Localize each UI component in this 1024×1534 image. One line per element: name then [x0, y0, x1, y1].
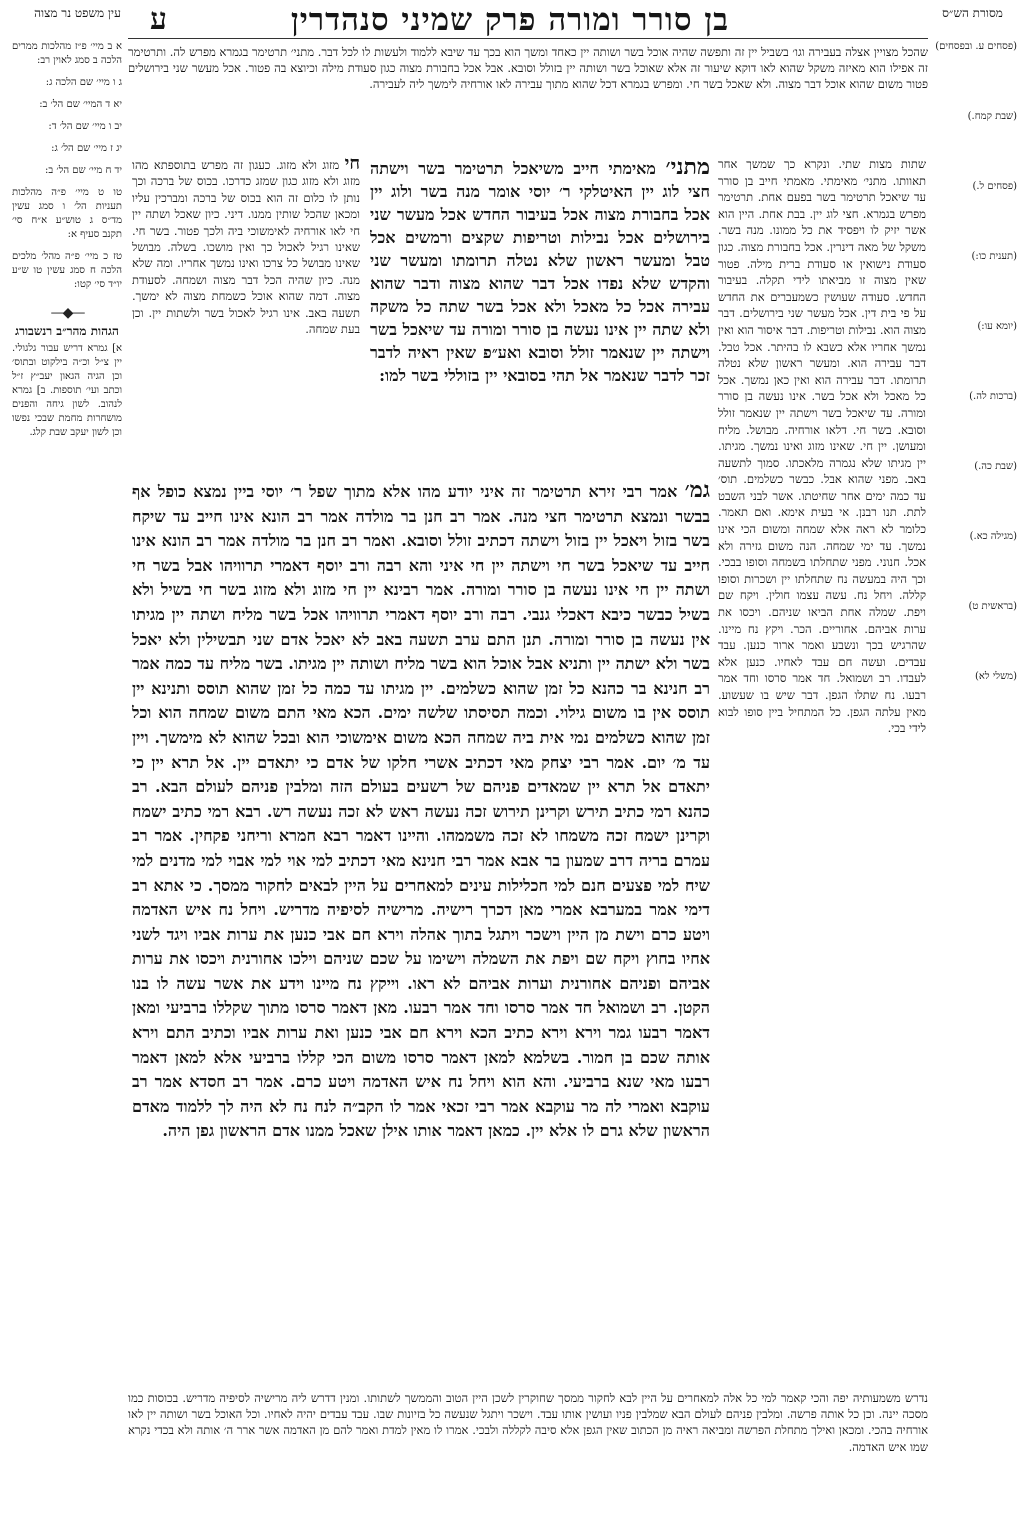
hagahot-text: א] גמרא דריש עבור גלגולי. יין צ״ל וכ״ה בילקוט ובתוס׳ וכן הגיה הגאון יעב״ץ ז״ל וכתב ועי׳ תוספות. ב] גמרא לנהוב. לשון גיחה והפנים מושחרות מחמת שבכי נפשו וכן לשון יעקב שבת קלג.	[12, 343, 122, 438]
mesorat-hashas-label: מסורת הש״ס	[942, 6, 1003, 20]
mesorah-note: (יומא עו:)	[977, 321, 1017, 332]
top-commentary-block	[128, 44, 928, 154]
mesorah-note: (ברכות לה.)	[969, 391, 1017, 402]
mishnah-text: מאימתי חייב משיאכל תרטימר בשר וישתה חצי לוג יין האיטלקי ר׳ יוסי אומר מנה בשר ולוג יין אכל בחבורת מצוה אכל בעיבור החדש אכל מעשר שני בירושלים אכל נבילות וטריפות שקצים ורמשים אכל טבל ומעשר ראשון שלא נטלה תרומתו ומעשר שני והקדש שלא נפדו אכל דבר שהוא מצוה ודבר שהוא עבירה אכל כל מאכל ולא אכל בשר שתה כל משקה ולא שתה יין אינו נעשה בן סורר ומורה עד שיאכל בשר וישתה יין שנאמר זולל וסובא ואע״פ שאין ראיה לדבר זכר לדבר שנאמר אל תהי בסובאי יין בזוללי בשר למו:	[370, 159, 710, 385]
gemara-block	[132, 478, 710, 1388]
mesorah-note: (משלי לא)	[975, 671, 1017, 682]
bottom-commentary-block	[128, 1390, 928, 1530]
ein-mishpat-entry: יד ח מיי׳ שם הל׳ ב:	[45, 165, 122, 176]
ein-mishpat-entry: טז כ מיי׳ פ״ה מהל׳ מלכים הלכה ח סמג עשין טו ש״ע יו״ד סי׳ קטו:	[12, 251, 122, 290]
ein-mishpat-entry: א ב מיי׳ פ״ז מהלכות ממרים הלכה ב סמג לאוין רב:	[12, 41, 122, 66]
mishnah-opener: מתני׳	[665, 156, 710, 180]
mesorah-note: (תענית כו:)	[971, 251, 1017, 262]
page-header	[0, 0, 1024, 38]
mishnah-block	[370, 156, 710, 474]
tosafot-opener: חי	[344, 156, 360, 174]
ein-mishpat-entry: יב ו מיי׳ שם הל׳ ד:	[48, 121, 122, 132]
rashi-text: שתות מצות שתי. ונקרא כך שמשך אחר תאוותו. מתני׳ מאימתי. מאמתי חייב בן סורר עד שיאכל תרטימר בשר בפעם אחת. תרטימר מפרש בגמרא. חצי לוג יין. בבת אחת. היין הוא אשר יזיק לו ויפסיד את כל ממונו. מנה בשר. משקל של מאה דינרין. אכל בחבורת מצוה. כגון סעודת נישואין או סעודת ברית מילה. פטור שאין מצוה זו מביאתו לידי תקלה. בעיבור החדש. סעודה שעושין כשמעברים את החדש על פי בית דין. אכל מעשר שני בירושלים. דבר מצוה הוא. נבילות וטריפות. דבר איסור הוא ואין נמשך אחריו אלא כשבא לו בהיתר. אכל טבל. דבר עבירה הוא. ומעשר ראשון שלא נטלה תרומתו. דבר עבירה הוא ואין כאן נמשך. אכל כל מאכל ולא אכל בשר. אינו נעשה בן סורר ומורה. עד שיאכל בשר וישתה יין שנאמר זולל וסובא. בשר חי. דלאו אורחיה. מבושל. מליח ומעושן. יין חי. שאינו מזוג ואינו נמשך. מגיתו. יין מגיתו שלא נגמרה מלאכתו. סמוך לתשעה באב. מפני שהוא אבל. כבשר כשלמים. תוס׳ עד כמה ימים אחר שחיטתו. אשר לבני השבט לתת. תנו רבנן. אי בעית אימא. ואם תאמר. כלומר לא ראה אלא שמחה ומשום הכי אינו נמשך. עד ימי שמחה. הנה משום גזירה ולא אכל. חנוני. מפני שתחלתו בשמחה וסופו בבכי. וכך היה במעשה נח שתחלתו יין ושכרות וסופו קללה. ויחל נח. עשה עצמו חולין. ויקח שם ויפת. שמלה אחת הביאו שניהם. ויכסו את ערות אביהם. אחוריים. הכר. ויקץ נח מיינו. שהרגיש בכך ונשבע ואמר ארור כנען. עבד עבדים. ועשה חם עבד לאחיו. כנען אלא לעבדו. רב ושמואל. חד אמר סרסו וחד אמר רבעו. נח שתלו הגפן. דבר שיש בו שעשוע. מאין עלתה הגפן. כל המתחיל ביין סופו לבוא לידי בכי.	[718, 157, 926, 736]
ein-mishpat-label: עין משפט נר מצוה	[34, 6, 121, 20]
folio-number: ע	[150, 2, 167, 37]
rashi-commentary-column	[718, 156, 926, 1386]
ornament-divider-icon: —◆—	[50, 305, 84, 321]
gemara-text: אמר רבי זירא תרטימר זה איני יודע מהו אלא מתוך שפל ר׳ יוסי ביין נמצא כופל אף בבשר ונמצא תרטימר חצי מנה. אמר רב חנן בר מולדה אמר רב הונא אינו חייב עד שיקח בשר בזול ויאכל יין בזול וישתה דכתיב זולל וסובא. ואמר רב חנן בר מולדה אמר רב הונא אינו חייב עד שיאכל בשר חי וישתה יין חי איני והא רבה ורב יוסף דאמרי תרוויהו אבל בשר חי ושתה יין חי אינו נעשה בן סורר ומורה. אמר רבינא יין חי מזוג ולא מזוג בשר חי בשיל ולא בשיל כבשר כיבא דאכלי גנבי. רבה ורב יוסף דאמרי תרוויהו אכל בשר מליח ושתה יין מגיתו אין נעשה בן סורר ומורה. תנן התם ערב תשעה באב לא יאכל אדם שני תבשילין ולא יאכל בשר ולא ישתה יין ותניא אבל אוכל הוא בשר מליח ושותה יין מגיתו. בשר מליח עד כמה אמר רב חנינא בר כהנא כל זמן שהוא כשלמים. יין מגיתו עד כמה כל זמן שהוא תוסס ותנינא יין תוסס אין בו משום גילוי. וכמה תסיסתו שלשה ימים. הכא מאי התם משום שמחה הוא וכל זמן שהוא כשלמים נמי אית ביה שמחה הכא משום אימשוכי הוא ובכל שהוא לא מימשך. ויין עד מ׳ יום. אמר רבי יצחק מאי דכתיב אשרי חלקו של אדם כי יתאדם יין. אל תרא יין כי יתאדם אל תרא יין שמאדים פניהם של רשעים בעולם הזה ומלבין פניהם לעולם הבא. רב כהנא רמי כתיב תירש וקרינן תירוש זכה נעשה ראש לא זכה נעשה רש. רבא רמי כתיב ישמח וקרינן ישמח זכה משמחו לא זכה משממהו. והיינו דאמר רבא חמרא וריחני פקחין. אמר רב עמרם בריה דרב שמעון בר אבא אמר רבי חנינא מאי דכתיב למי אוי למי אבוי למי מדנים למי שיח למי פצעים חנם למי חכלילות עינים למאחרים על היין לבאים לחקור ממסך. כי אתא רב דימי אמר במערבא אמרי מאן דכרך רישיה. מרישיה לסיפיה מדריש. ויחל נח איש האדמה ויטע כרם וישת מן היין וישכר ויתגל בתוך אהלה וירא חם אבי כנען את ערות אביו ויגד לשני אחיו בחוץ ויקח שם ויפת את השמלה וישימו על שכם שניהם וילכו אחורנית ויכסו את ערות אביהם ופניהם אחורנית וערות אביהם לא ראו. וייקץ נח מיינו וידע את אשר עשה לו בנו הקטן. רב ושמואל חד אמר סרסו וחד אמר רבעו. מאן דאמר סרסו מתוך שקללו ברביעי ומאן דאמר רבעו גמר וירא וירא כתיב הכא וירא חם אבי כנען ואת ערות אביו וכתיב התם וירא אותה שכם בן חמור. בשלמא למאן דאמר סרסו משום הכי קללו ברביעי אלא למאן דאמר רבעו מאי שנא ברביעי. והא הוא ויחל נח איש האדמה ויטע כרם. אמר רב חסדא אמר רב עוקבא ואמרי לה מר עוקבא אמר רבי זכאי אמר לו הקב״ה לנח נח לא היה לך ללמוד מאדם הראשון שלא גרם לו אלא יין. כמאן דאמר אותו אילן שאכל ממנו אדם הראשון גפן היה.	[132, 482, 710, 1141]
mesorah-note: (שבת קמח.)	[967, 111, 1017, 122]
header-rule	[128, 38, 928, 39]
mesorah-note: (בראשית ט)	[968, 601, 1017, 612]
ein-mishpat-entry: יג ז מיי׳ שם הל׳ ג:	[51, 143, 122, 154]
mesorat-hashas-column	[935, 40, 1017, 1530]
gemara-opener: גמ׳	[684, 478, 710, 503]
top-commentary-text: שהכל מצויין אצלה בעבירה וגו׳ בשביל יין זה ותפשה שהיה אוכל בשר ושותה יין כאחד ומשך הוא בכך עד שיבא ללמוד ולעשות לו לכל דבר. מתני׳ תרטימר בגמרא מפרש לה. ותרטימר זה אפילו הוא מאיזה משקל שהוא לאו דוקא שיעור זה אלא שאוכל בשר ושותה יין בזולל וסובא. אבל אכל בחבורת מצוה כגון סעודת מילה וכיוצא בה פטור. אכל מעשר שני בירושלים פטור משום שהוא אוכל דבר מצוה. ולא שאכל בשר חי. ומפרש בגמרא דכל שהוא מתוך עבירה לאו אורחיה לימשך ליה לעבירה.	[128, 45, 928, 91]
ein-mishpat-entry: טו ט מיי׳ פ״ה מהלכות תעניות הל׳ ו סמג עשין מד״ס ג טוש״ע א״ח סי׳ תקנב סעיף א:	[12, 187, 122, 240]
ein-mishpat-entry: יא ד המיי׳ שם הל׳ ב:	[39, 99, 122, 110]
bottom-commentary-text: נדרש משמעותיה יפה והכי קאמר למי כל אלה למאחרים על היין לבא לחקור ממסך שחוקרין לשכן היין הטוב והממשך לשתותו. ומנין דדרש ליה מרישיה לסיפיה מדריש. בכוסות כמו מסכה יינה. וכן כל אותה פרשה. ומלבין פניהם לעולם הבא שמלבין פניו ועושין אותו עבד. וישכר ויתגל שנעשה כל בזיונות שבו. עבד עבדים יהיה לאחיו. וכל האוכל בשר ושותה יין לאו אורחיה בהכי. ומכאן ואילך מתחלת הפרשה ומביאה ראיה מן הכתוב שאין הגפן אלא סיבה לקללה ולבכי. אמרו לו מאין למדת ואמר להם מן האדמה אשר ארר ה׳ אותה ולא בכדי נקרא שמו איש האדמה.	[128, 1391, 928, 1454]
tosafot-block	[132, 156, 360, 474]
ein-mishpat-entry: ג ו מיי׳ שם הלכה ג:	[45, 77, 122, 88]
mesorah-note: (פסחים ל.)	[972, 181, 1017, 192]
tosafot-text: מזוג ולא מזוג. כעגון זה מפרש בתוספתא מהו מזוג ולא מזוג כגון שמזג כדרכו. בכוס של ברכה וכך נותן לו כלום זה הוא בכוס של ברכה ומברכין עליו ומכאן שהכל שותין ממנו. דיני. כיון שאכל ושתה יין חי לאו אורחיה לאימשוכי ביה ולכך פטור. בשר חי. שאינו רגיל לאכול כך ואין מושכו. בשלה. מבושל שאינו מבושל כל צרכו ואינו נמשך אחריו. ומה שלא מנה. כיון שהיה הכל דבר מצוה ושמחה. לסעודת מצוה. דמה שהוא אוכל כשמחת מצוה לא ימשך. תשעה באב. אינו רגיל לאכול בשר ולשתות יין. וכן בעת שמחה.	[132, 158, 360, 337]
mesorah-note: (מגילה כא.)	[969, 531, 1017, 542]
mesorah-note: (פסחים ע. ובפסחים)	[935, 41, 1017, 52]
mesorah-note: (שבת כה.)	[974, 461, 1017, 472]
hagahot-title: הגהות מהר״ב רנשבורג	[15, 324, 119, 338]
ein-mishpat-column	[12, 40, 122, 1070]
page-title: בן סורר ומורה פרק שמיני סנהדרין	[290, 2, 730, 38]
